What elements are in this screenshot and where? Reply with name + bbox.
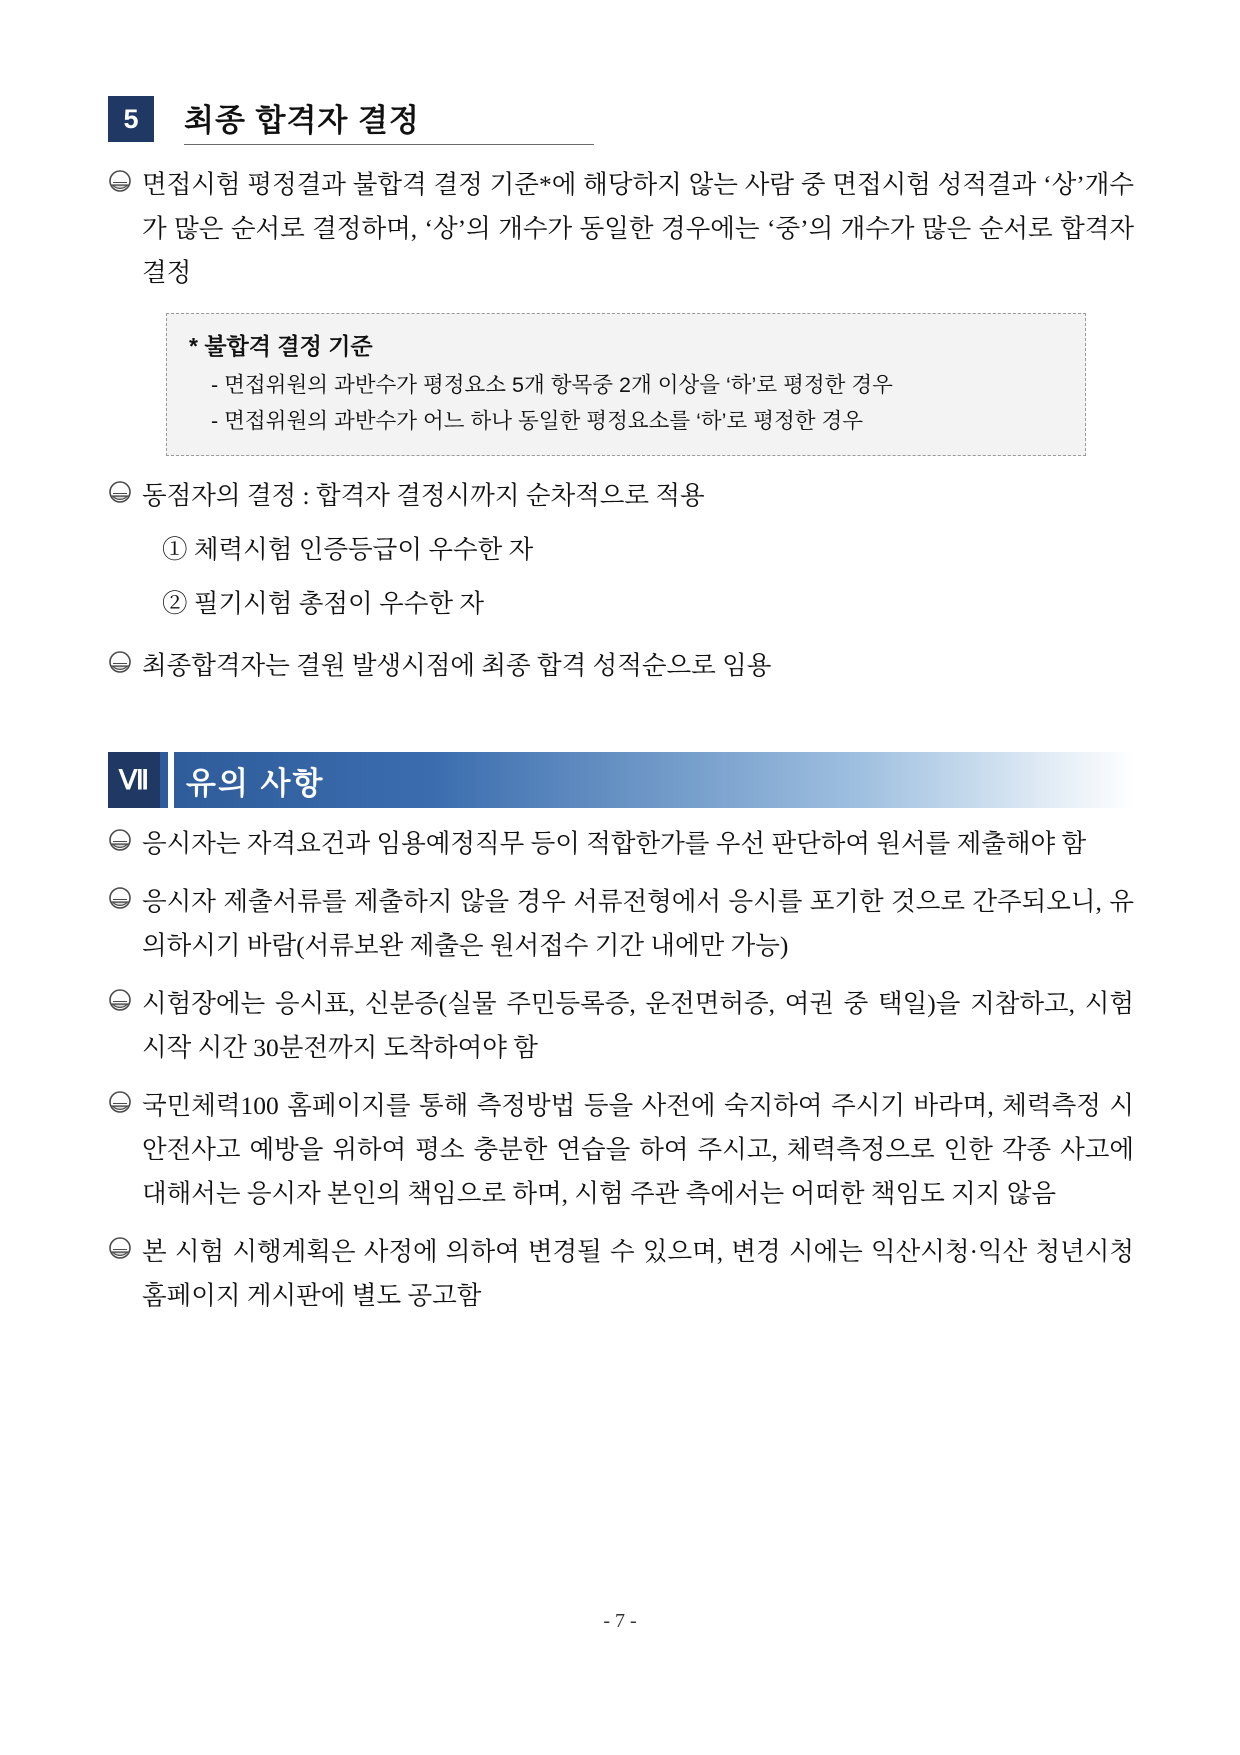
- bullet-circle-icon: [108, 644, 136, 674]
- section-7-number: Ⅶ: [108, 752, 160, 808]
- section-5-final-text: 최종합격자는 결원 발생시점에 최종 합격 성적순으로 임용: [142, 651, 772, 680]
- section-7-banner-bar: [160, 752, 1134, 808]
- section-7-bullet-1-text: 응시자는 자격요건과 임용예정직무 등이 적합한가를 우선 판단하여 원서를 제출해야 함: [142, 829, 1087, 858]
- section-5-heading: [108, 96, 1134, 142]
- section-7-bullet-2: [108, 880, 1134, 968]
- bullet-circle-icon: [108, 982, 136, 1012]
- section-5-tie-text: 동점자의 결정 : 합격자 결정시까지 순차적으로 적용: [142, 481, 705, 510]
- section-5-title: 최종 합격자 결정: [184, 102, 420, 138]
- bullet-circle-icon: [108, 880, 136, 910]
- section-5-bullet-tie: [108, 474, 1134, 518]
- page-number: - 7 -: [603, 1610, 637, 1632]
- section-5-underline: [184, 144, 594, 145]
- section-5-bullet-1: [108, 163, 1134, 295]
- note-item-2: - 면접위원의 과반수가 어느 하나 동일한 평정요소를 ‘하’로 평정한 경우: [211, 409, 864, 433]
- section-5-bullet-1-text: 면접시험 평정결과 불합격 결정 기준*에 해당하지 않는 사람 중 면접시험 성적결과 ‘상’개수가 많은 순서로 결정하며, ‘상’의 개수가 동일한 경우에는 ‘중’의 개수가 많은 순서로 합격자 결정: [142, 170, 1134, 287]
- bullet-circle-icon: [108, 822, 136, 852]
- section-5-tie-item-1: ① 체력시험 인증등급이 우수한 자: [162, 535, 534, 564]
- bullet-circle-icon: [108, 474, 136, 504]
- section-7-bullet-5-text: 본 시험 시행계획은 사정에 의하여 변경될 수 있으며, 변경 시에는 익산시청·익산 청년시청 홈페이지 게시판에 별도 공고함: [142, 1237, 1134, 1310]
- section-7: [108, 752, 1134, 1318]
- section-7-bullet-3: [108, 982, 1134, 1070]
- bullet-circle-icon: [108, 1084, 136, 1114]
- page-content: [108, 96, 1134, 1318]
- section-7-bullet-1: [108, 822, 1134, 866]
- section-5: [108, 96, 1134, 688]
- note-item-1: - 면접위원의 과반수가 평정요소 5개 항목중 2개 이상을 ‘하’로 평정한 경우: [211, 373, 893, 397]
- section-5-number: 5: [108, 96, 154, 142]
- disqualification-note-box: [166, 313, 1086, 456]
- section-7-bullet-4: [108, 1084, 1134, 1216]
- section-7-bullet-2-text: 응시자 제출서류를 제출하지 않을 경우 서류전형에서 응시를 포기한 것으로 간주되오니, 유의하시기 바람(서류보완 제출은 원서접수 기간 내에만 가능): [142, 887, 1134, 960]
- section-7-bullet-5: [108, 1230, 1134, 1318]
- section-5-tie-item-2: ② 필기시험 총점이 우수한 자: [162, 589, 484, 618]
- section-5-bullet-final: [108, 644, 1134, 688]
- note-title: * 불합격 결정 기준: [189, 333, 373, 359]
- section-7-bullet-4-text: 국민체력100 홈페이지를 통해 측정방법 등을 사전에 숙지하여 주시기 바라며, 체력측정 시 안전사고 예방을 위하여 평소 충분한 연습을 하여 주시고, 체력측정으로 인한 각종 사고에 대해서는 응시자 본인의 책임으로 하며, 시험 주관 측에서는 어떠한 책임도 지지 않음: [142, 1091, 1134, 1208]
- bullet-circle-icon: [108, 163, 136, 193]
- section-7-title: 유의 사항: [186, 765, 325, 801]
- section-7-bullet-3-text: 시험장에는 응시표, 신분증(실물 주민등록증, 운전면허증, 여권 중 택일)을 지참하고, 시험 시작 시간 30분전까지 도착하여야 함: [142, 989, 1134, 1062]
- section-7-banner: [108, 752, 1134, 808]
- bullet-circle-icon: [108, 1230, 136, 1260]
- section-7-body: [108, 822, 1134, 1318]
